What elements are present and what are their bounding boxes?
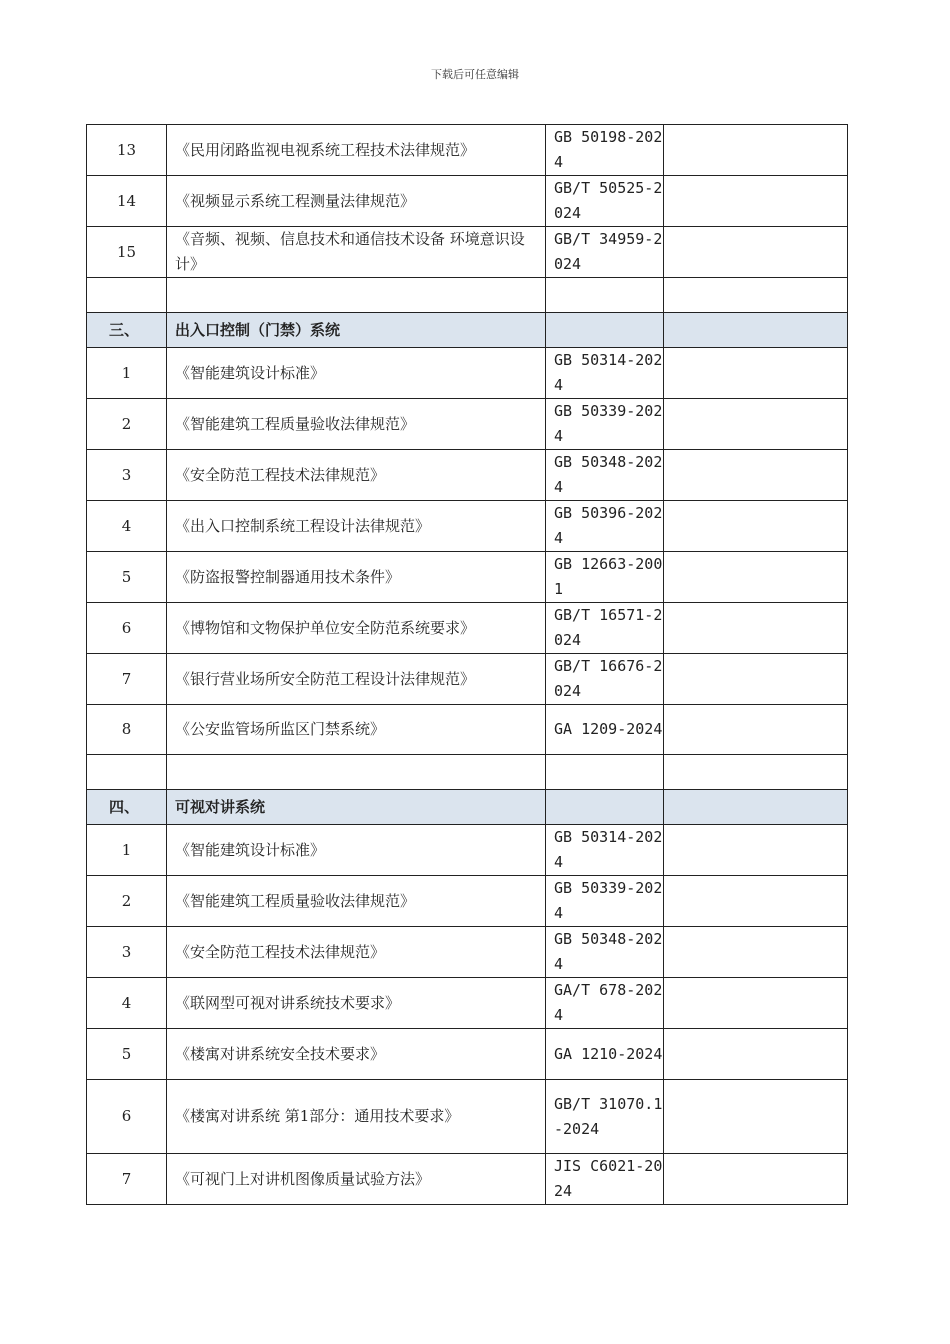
table-row [87,1080,848,1154]
table-row [87,927,848,978]
table-row [87,227,848,278]
note-cell [664,501,848,552]
note-cell [664,927,848,978]
standard-name-cell: 《银行营业场所安全防范工程设计法律规范》 [167,654,546,705]
row-number-cell: 7 [87,1154,167,1205]
page-header-note: 下载后可任意编辑 [431,68,519,81]
standard-name-cell: 《智能建筑设计标准》 [167,825,546,876]
standard-name-cell: 出入口控制（门禁）系统 [167,313,546,348]
note-cell [664,654,848,705]
standard-code-cell: GB 50348-2024 [546,927,664,978]
standard-name-cell: 《视频显示系统工程测量法律规范》 [167,176,546,227]
note-cell [664,227,848,278]
note-cell [664,876,848,927]
note-cell [664,1080,848,1154]
row-number-cell: 4 [87,501,167,552]
row-number-cell: 13 [87,125,167,176]
row-number-cell: 14 [87,176,167,227]
standard-code-cell [546,790,664,825]
table-row [87,125,848,176]
blank-row [87,278,848,313]
note-cell [664,399,848,450]
note-cell [664,603,848,654]
table-row [87,825,848,876]
standard-name-cell: 《智能建筑设计标准》 [167,348,546,399]
note-cell [664,176,848,227]
standard-code-cell: GB/T 16676-2024 [546,654,664,705]
standard-code-cell: GB/T 34959-2024 [546,227,664,278]
standard-name-cell: 《博物馆和文物保护单位安全防范系统要求》 [167,603,546,654]
standard-code-cell: GB 50339-2024 [546,876,664,927]
note-cell [664,790,848,825]
row-number-cell [87,278,167,313]
row-number-cell: 15 [87,227,167,278]
standard-code-cell: GB 50198-2024 [546,125,664,176]
standard-code-cell: GB 50314-2024 [546,348,664,399]
standard-code-cell: GA/T 678-2024 [546,978,664,1029]
standard-name-cell: 《安全防范工程技术法律规范》 [167,927,546,978]
row-number-cell: 1 [87,825,167,876]
note-cell [664,978,848,1029]
row-number-cell: 3 [87,450,167,501]
table-row [87,603,848,654]
section-header-row [87,313,848,348]
standard-name-cell: 《智能建筑工程质量验收法律规范》 [167,876,546,927]
table-row [87,705,848,755]
table-row [87,978,848,1029]
row-number-cell: 8 [87,705,167,755]
table-row [87,450,848,501]
row-number-cell: 1 [87,348,167,399]
note-cell [664,1029,848,1080]
standard-code-cell: GB 12663-2001 [546,552,664,603]
row-number-cell: 6 [87,603,167,654]
standard-code-cell: GB/T 50525-2024 [546,176,664,227]
note-cell [664,348,848,399]
standard-code-cell [546,313,664,348]
standard-code-cell: GB/T 16571-2024 [546,603,664,654]
section-header-row [87,790,848,825]
standard-code-cell [546,278,664,313]
row-number-cell: 5 [87,552,167,603]
row-number-cell: 3 [87,927,167,978]
standard-name-cell: 《智能建筑工程质量验收法律规范》 [167,399,546,450]
table-row [87,654,848,705]
note-cell [664,705,848,755]
table-row [87,501,848,552]
standard-name-cell: 《楼寓对讲系统 第1部分：通用技术要求》 [167,1080,546,1154]
row-number-cell: 三、 [87,313,167,348]
standard-code-cell: GA 1210-2024 [546,1029,664,1080]
row-number-cell: 6 [87,1080,167,1154]
row-number-cell [87,755,167,790]
standard-code-cell: GB 50348-2024 [546,450,664,501]
row-number-cell: 2 [87,876,167,927]
row-number-cell: 四、 [87,790,167,825]
standard-name-cell [167,278,546,313]
standard-code-cell: GA 1209-2024 [546,705,664,755]
standard-code-cell: GB/T 31070.1-2024 [546,1080,664,1154]
note-cell [664,825,848,876]
standard-name-cell: 《可视门上对讲机图像质量试验方法》 [167,1154,546,1205]
standard-name-cell [167,755,546,790]
note-cell [664,1154,848,1205]
standards-table [86,124,848,1205]
standard-name-cell: 《防盗报警控制器通用技术条件》 [167,552,546,603]
standard-code-cell: GB 50396-2024 [546,501,664,552]
table-row [87,552,848,603]
row-number-cell: 5 [87,1029,167,1080]
standard-name-cell: 《联网型可视对讲系统技术要求》 [167,978,546,1029]
standard-name-cell: 《音频、视频、信息技术和通信技术设备 环境意识设计》 [167,227,546,278]
note-cell [664,125,848,176]
standard-name-cell: 《安全防范工程技术法律规范》 [167,450,546,501]
standard-code-cell: GB 50314-2024 [546,825,664,876]
note-cell [664,552,848,603]
table-row [87,1154,848,1205]
note-cell [664,450,848,501]
note-cell [664,755,848,790]
table-row [87,1029,848,1080]
standard-name-cell: 《楼寓对讲系统安全技术要求》 [167,1029,546,1080]
standard-name-cell: 《民用闭路监视电视系统工程技术法律规范》 [167,125,546,176]
table-row [87,399,848,450]
row-number-cell: 4 [87,978,167,1029]
standard-code-cell [546,755,664,790]
standard-code-cell: GB 50339-2024 [546,399,664,450]
standard-name-cell: 《出入口控制系统工程设计法律规范》 [167,501,546,552]
table-row [87,348,848,399]
note-cell [664,313,848,348]
standard-code-cell: JIS C6021-2024 [546,1154,664,1205]
standard-name-cell: 可视对讲系统 [167,790,546,825]
row-number-cell: 7 [87,654,167,705]
table-row [87,176,848,227]
standard-name-cell: 《公安监管场所监区门禁系统》 [167,705,546,755]
note-cell [664,278,848,313]
row-number-cell: 2 [87,399,167,450]
blank-row [87,755,848,790]
table-row [87,876,848,927]
